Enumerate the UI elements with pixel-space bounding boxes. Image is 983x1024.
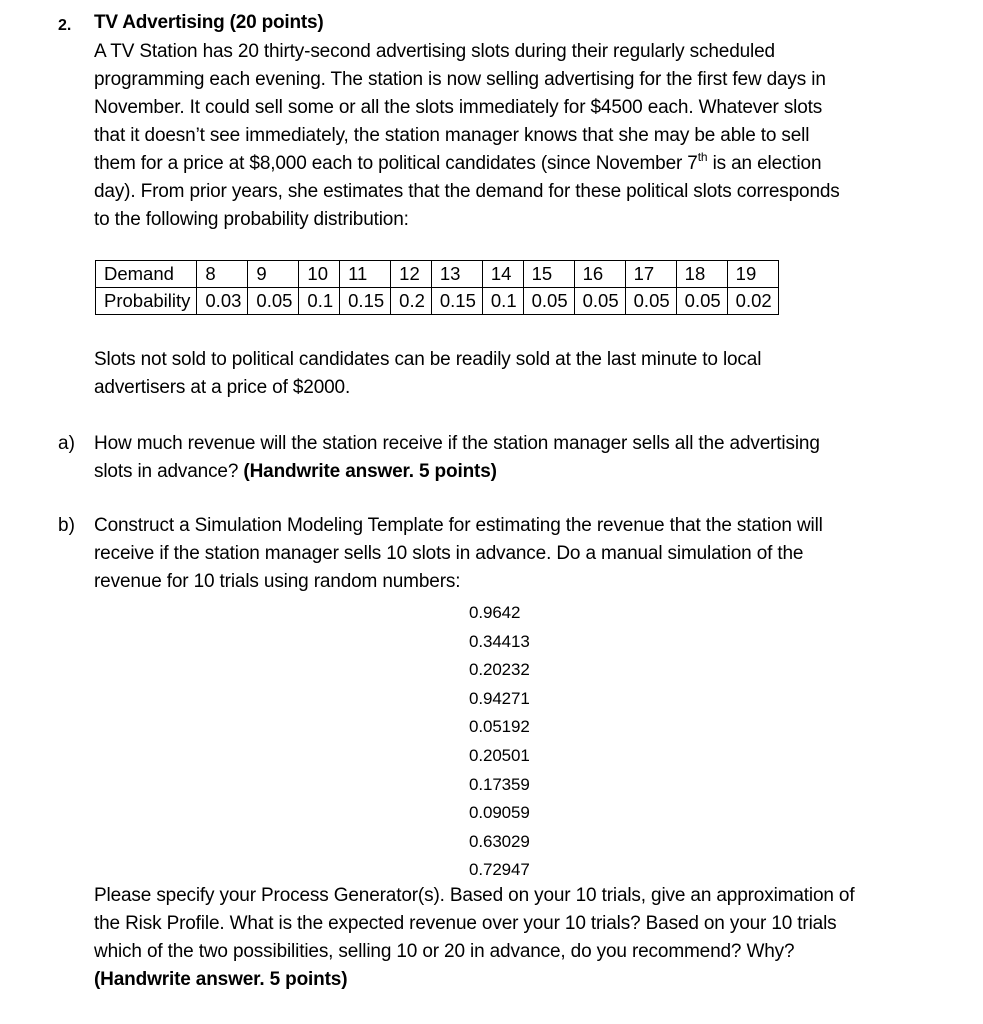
question-title: TV Advertising (20 points) (94, 12, 324, 33)
question-number: 2. (58, 17, 72, 34)
random-number: 0.05192 (469, 717, 530, 737)
part-a-question (94, 430, 954, 486)
part-b-question (94, 512, 954, 596)
random-number: 0.09059 (469, 803, 530, 823)
probability-cell: 0.05 (676, 288, 727, 315)
random-number: 0.17359 (469, 774, 530, 794)
random-number: 0.9642 (469, 603, 521, 622)
random-number: 0.94271 (469, 688, 530, 708)
intro-line-pre: them for a price at $8,000 each to political candidates (since November 7 (94, 153, 698, 174)
demand-cell: 17 (625, 261, 676, 288)
note-line: advertisers at a price of $2000. (94, 377, 351, 398)
demand-cell: 10 (299, 261, 340, 288)
part-a-line (94, 458, 954, 486)
closing-line: which of the two possibilities, selling 10 or 20 in advance, do you recommend? Why? (94, 941, 795, 962)
probability-row (96, 288, 779, 315)
demand-cell: 11 (340, 261, 391, 288)
row-label-probability: Probability (96, 288, 197, 315)
probability-cell: 0.03 (197, 288, 248, 315)
intro-line (94, 150, 954, 178)
probability-cell: 0.02 (727, 288, 778, 315)
part-b-closing (94, 882, 954, 994)
probability-cell: 0.05 (523, 288, 574, 315)
closing-line: Please specify your Process Generator(s). Based on your 10 trials, give an approximation of (94, 885, 855, 906)
local-advertisers-note (94, 346, 954, 402)
part-a-line: How much revenue will the station receive if the station manager sells all the advertising (94, 433, 820, 454)
random-number: 0.20232 (469, 660, 530, 680)
probability-cell: 0.05 (574, 288, 625, 315)
demand-cell: 9 (248, 261, 299, 288)
demand-row (96, 261, 779, 288)
probability-distribution-table (95, 260, 779, 315)
closing-line (94, 966, 954, 994)
intro-line-post: is an election (707, 153, 822, 174)
probability-cell: 0.15 (340, 288, 391, 315)
probability-cell: 0.2 (391, 288, 432, 315)
random-number: 0.34413 (469, 631, 530, 651)
part-b-label: b) (58, 515, 75, 536)
intro-line: day). From prior years, she estimates that the demand for these political slots corresponds (94, 181, 840, 202)
probability-cell: 0.05 (625, 288, 676, 315)
part-b-line: receive if the station manager sells 10 slots in advance. Do a manual simulation of the (94, 543, 804, 564)
probability-cell: 0.15 (431, 288, 482, 315)
part-a-line-text: slots in advance? (94, 461, 244, 482)
note-line: Slots not sold to political candidates can be readily sold at the last minute to local (94, 349, 762, 370)
demand-cell: 8 (197, 261, 248, 288)
part-b-points: (Handwrite answer. 5 points) (94, 969, 348, 990)
part-a-label: a) (58, 433, 75, 454)
superscript-th: th (697, 149, 708, 164)
part-a-points: (Handwrite answer. 5 points) (243, 461, 497, 482)
intro-line: that it doesn’t see immediately, the station manager knows that she may be able to sell (94, 125, 810, 146)
random-numbers-list (469, 599, 530, 885)
random-number: 0.20501 (469, 745, 530, 765)
demand-cell: 12 (391, 261, 432, 288)
demand-cell: 13 (431, 261, 482, 288)
probability-cell: 0.05 (248, 288, 299, 315)
intro-paragraph (94, 38, 954, 234)
demand-cell: 19 (727, 261, 778, 288)
demand-cell: 16 (574, 261, 625, 288)
demand-cell: 18 (676, 261, 727, 288)
probability-cell: 0.1 (299, 288, 340, 315)
part-b-line: revenue for 10 trials using random numbers: (94, 571, 461, 592)
intro-line: programming each evening. The station is now selling advertising for the first few days in (94, 69, 826, 90)
closing-line: the Risk Profile. What is the expected revenue over your 10 trials? Based on your 10 trials (94, 913, 837, 934)
random-number: 0.72947 (469, 860, 530, 880)
random-number: 0.63029 (469, 831, 530, 851)
demand-cell: 15 (523, 261, 574, 288)
row-label-demand: Demand (96, 261, 197, 288)
intro-line: A TV Station has 20 thirty-second advertising slots during their regularly scheduled (94, 41, 775, 62)
part-b-line: Construct a Simulation Modeling Template for estimating the revenue that the station will (94, 515, 823, 536)
probability-cell: 0.1 (482, 288, 523, 315)
intro-line: November. It could sell some or all the slots immediately for $4500 each. Whatever slots (94, 97, 823, 118)
demand-cell: 14 (482, 261, 523, 288)
intro-line: to the following probability distribution: (94, 209, 409, 230)
